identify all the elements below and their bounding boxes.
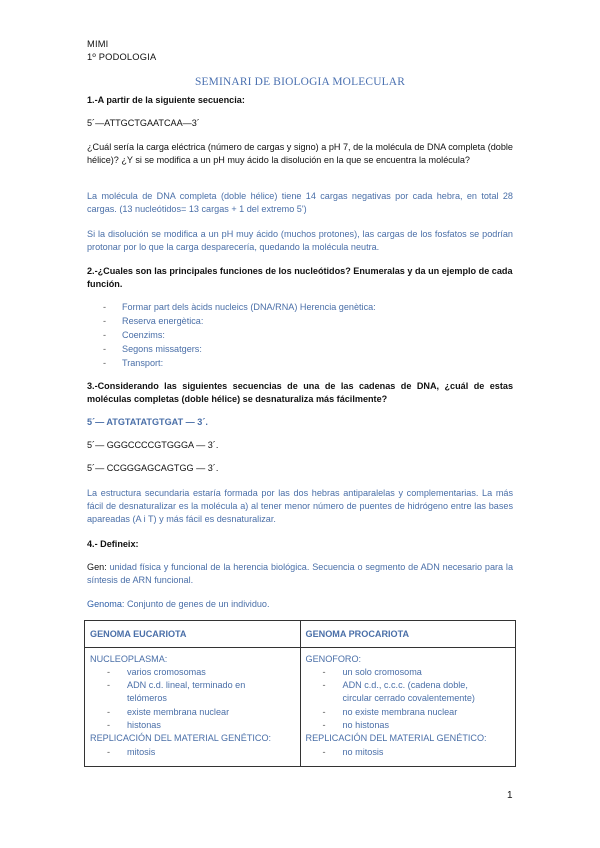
list-bullet: - <box>103 344 107 354</box>
euk-item: telómeros <box>127 693 167 703</box>
list-bullet: - <box>322 680 326 690</box>
q3-sequence-a: 5´— ATGTATATGTGAT — 3´. <box>87 417 208 427</box>
euk-item: ADN c.d. lineal, terminado en <box>127 680 246 690</box>
list-bullet: - <box>107 720 111 730</box>
prok-item: no histonas <box>342 720 390 730</box>
q4-heading: 4.- Defineix: <box>87 539 139 549</box>
euk-section-title: REPLICACIÓN DEL MATERIAL GENÉTICO: <box>90 733 272 743</box>
prokaryote-cell <box>300 648 516 767</box>
prok-section-title: REPLICACIÓN DEL MATERIAL GENÉTICO: <box>305 733 487 743</box>
list-item: Coenzims: <box>122 330 165 340</box>
q2-heading: 2.-¿Cuales son las principales funciones de los nucleótidos? Enumeralas y da un ejemplo de cada función. <box>87 266 513 289</box>
gen-text: unidad física y funcional de la herencia biológica. Secuencia o segmento de ADN necesario para la síntesis de ARN funcional. <box>87 562 514 585</box>
list-bullet: - <box>322 707 326 717</box>
list-bullet: - <box>103 358 107 368</box>
q3-sequence-b: 5´— GGGCCCCGTGGGA — 3´. <box>87 440 219 450</box>
prok-item: no mitosis <box>342 747 384 757</box>
prok-item: no existe membrana nuclear <box>342 707 458 717</box>
list-bullet: - <box>103 302 107 312</box>
list-item: Segons missatgers: <box>122 344 202 354</box>
header-course: 1º PODOLOGIA <box>87 52 157 62</box>
page-number: 1 <box>507 790 513 801</box>
prok-section-title: GENOFORO: <box>305 654 362 664</box>
list-bullet: - <box>107 707 111 717</box>
prok-item: circular cerrado covalentemente) <box>342 693 475 703</box>
q3-sequence-c: 5´— CCGGGAGCAGTGG — 3´. <box>87 463 219 473</box>
genoma-definition <box>87 598 513 611</box>
q1-sequence: 5´—ATTGCTGAATCAA—3´ <box>87 118 200 128</box>
gen-label: Gen: <box>87 562 107 572</box>
list-bullet: - <box>107 667 111 677</box>
list-bullet: - <box>322 667 326 677</box>
list-item: Reserva energètica: <box>122 316 204 326</box>
q3-heading: 3.-Considerando las siguientes secuencias de una de las cadenas de DNA, ¿cuál de estas moléculas completas (doble hélice) se desnaturaliza más fácilmente? <box>87 381 513 404</box>
prok-item: un solo cromosoma <box>342 667 422 677</box>
q1-question: ¿Cuál sería la carga eléctrica (número de cargas y signo) a pH 7, de la molécula de DNA completa (doble hélice)? ¿Y si se modifica a un pH muy ácido la disolución en la que se encuentra la molécula? <box>87 142 513 165</box>
list-bullet: - <box>322 747 326 757</box>
genoma-text: Conjunto de genes de un individuo. <box>126 599 270 609</box>
eukaryote-cell <box>85 648 301 767</box>
euk-section-title: NUCLEOPLASMA: <box>90 654 168 664</box>
genoma-label: Genoma: <box>87 599 125 609</box>
header-name: MIMI <box>87 39 109 49</box>
euk-item: existe membrana nuclear <box>127 707 230 717</box>
prok-item: ADN c.d., c.c.c. (cadena doble, <box>342 680 468 690</box>
q1-heading: 1.-A partir de la siguiente secuencia: <box>87 95 245 105</box>
list-bullet: - <box>322 720 326 730</box>
q1-answer-1: La molécula de DNA completa (doble hélice) tiene 14 cargas negativas por cada hebra, en total 28 cargas. (13 nucleótidos= 13 cargas + 1 del extremo 5') <box>87 191 513 214</box>
euk-item: histonas <box>127 720 161 730</box>
col-header-prokaryote: GENOMA PROCARIOTA <box>300 621 516 648</box>
list-bullet: - <box>103 330 107 340</box>
q1-answer-2: Si la disolución se modifica a un pH muy ácido (muchos protones), las cargas de los fosfatos se podrían protonar por lo que la carga desparecería, quedando la molécula neutra. <box>87 229 513 252</box>
list-bullet: - <box>103 316 107 326</box>
euk-item: mitosis <box>127 747 156 757</box>
q3-answer: La estructura secundaria estaría formada por las dos hebras antiparalelas y complementarias. La más fácil de desnaturalizar es la molécula a) al tener menor número de puentes de hidrógeno entre las bases apareadas (A i T) y más fácil es desnaturalizar. <box>87 488 513 524</box>
col-header-eukaryote: GENOMA EUCARIOTA <box>85 621 301 648</box>
page-title: SEMINARI DE BIOLOGIA MOLECULAR <box>194 76 406 88</box>
list-item: Formar part dels àcids nucleics (DNA/RNA) Herencia genètica: <box>122 302 376 312</box>
list-item: Transport: <box>122 358 164 368</box>
euk-item: varios cromosomas <box>127 667 206 677</box>
gen-definition <box>87 561 513 587</box>
list-bullet: - <box>107 747 111 757</box>
genome-comparison-table <box>84 620 516 767</box>
list-bullet: - <box>107 680 111 690</box>
